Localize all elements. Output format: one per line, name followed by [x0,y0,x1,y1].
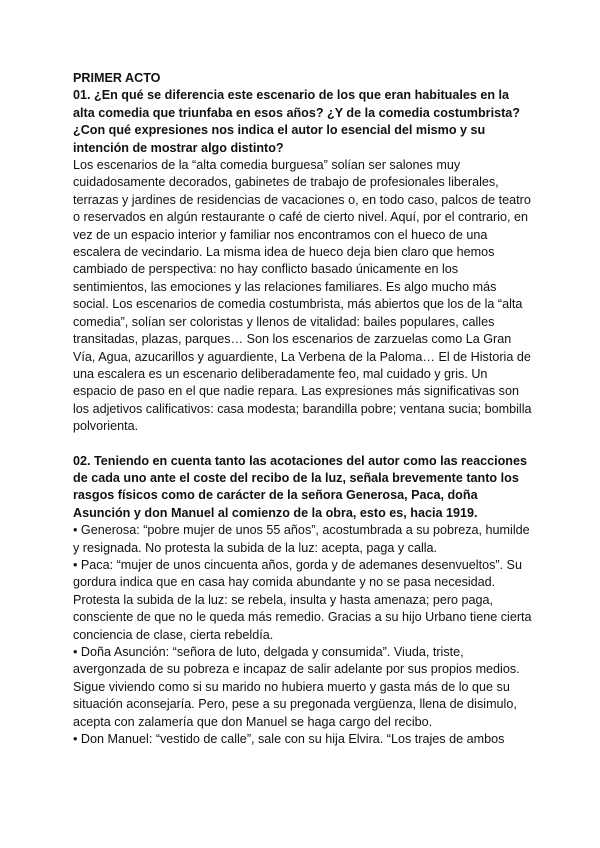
paragraph-gap [73,436,533,453]
answer-1: Los escenarios de la “alta comedia burguesa” solían ser salones muy cuidadosamente decorados, gabinetes de trabajo de profesionales liberales, terrazas y jardines de residencias de vacaciones o, en todo caso, palcos de teatro o reservados en algún restaurante o café de cierto nivel. Aquí, por el contrario, en vez de un espacio interior y familiar nos encontramos con el hueco de una escalera de vecindario. La misma idea de hueco deja bien claro que hemos cambiado de perspectiva: no hay conflicto basado únicamente en los sentimientos, las emociones y las relaciones familiares. Es algo mucho más social. Los escenarios de comedia costumbrista, más abiertos que los de la “alta comedia”, solían ser coloristas y llenos de vitalidad: bailes populares, calles transitadas, plazas, parques… Son los escenarios de zarzuelas como La Gran Vía, Agua, azucarillos y aguardiente, La Verbena de la Paloma… El de Historia de una escalera es un escenario deliberadamente feo, mal cuidado y gris. Un espacio de paso en el que nadie repara. Las expresiones más significativas son los adjetivos calificativos: casa modesta; barandilla pobre; ventana sucia; bombilla polvorienta. [73,158,532,434]
character-dona-asuncion: • Doña Asunción: “señora de luto, delgada y consumida”. Viuda, triste, avergonzada de su pobreza e incapaz de salir adelante por sus propios medios. Sigue viviendo como si su marido no hubiera muerto y gasta más de lo que su situación aconsejaría. Pero, pese a su pregonada vergüenza, llena de disimulo, acepta con zalamería que don Manuel se haga cargo del recibo. [73,645,520,729]
character-generosa: • Generosa: “pobre mujer de unos 55 años”, acostumbrada a su pobreza, humilde y resignada. No protesta la subida de la luz: acepta, paga y calla. [73,523,530,555]
question-1: 01. ¿En qué se diferencia este escenario de los que eran habituales en la alta comedia que triunfaba en esos años? ¿Y de la comedia costumbrista? ¿Con qué expresiones nos indica el autor lo esencial del mismo y su intención de mostrar algo distinto? [73,88,520,155]
question-2: 02. Teniendo en cuenta tanto las acotaciones del autor como las reacciones de cada uno ante el coste del recibo de la luz, señala brevemente tanto los rasgos físicos como de carácter de la señora Generosa, Paca, doña Asunción y don Manuel al comienzo de la obra, esto es, hacia 1919. [73,453,527,520]
character-paca: • Paca: “mujer de unos cincuenta años, gorda y de ademanes desenvueltos”. Su gordura indica que en casa hay comida abundante y no se pasa necesidad. Protesta la subida de la luz: se rebela, insulta y hasta amenaza; pero paga, consciente de que no le queda más remedio. Gracias a su hijo Urbano tiene cierta conciencia de clase, cierta rebeldía. [73,557,532,642]
section-heading: PRIMER ACTO [73,71,161,85]
character-don-manuel: • Don Manuel: “vestido de calle”, sale con su hija Elvira. “Los trajes de ambos [73,732,505,747]
document-body [73,70,533,748]
